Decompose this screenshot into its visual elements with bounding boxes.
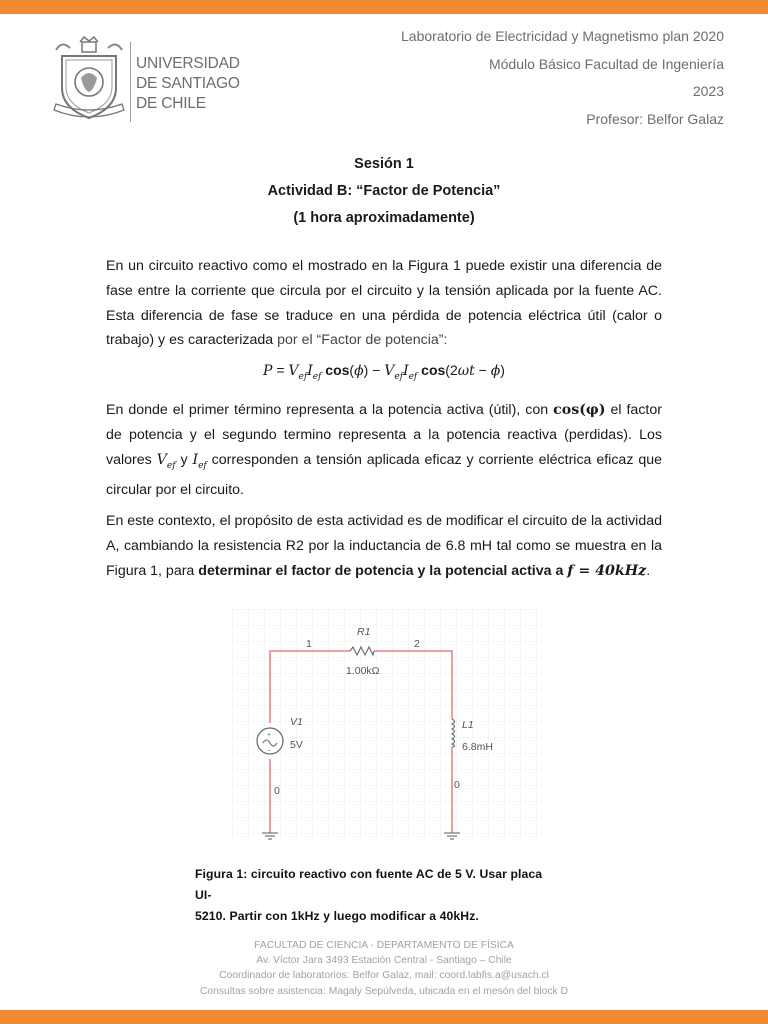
header-info <box>401 26 724 136</box>
l1-name-label: L1 <box>462 719 474 731</box>
purpose-text: En este contexto, el propósito de esta actividad es de modificar el circuito de la actividad A, cambiando la resistencia R2 por la inductancia de 6.8 mH tal como se muestra en la Figura 1, para <box>106 513 662 579</box>
figure-caption <box>195 864 555 927</box>
university-name-line: DE SANTIAGO <box>136 75 240 92</box>
circuit-diagram <box>232 609 542 841</box>
university-name-line: UNIVERSIDAD <box>136 55 240 72</box>
intro-text-tail: por el “Factor de potencia”: <box>273 332 448 349</box>
cos-phi-symbol: cos(φ) <box>553 402 606 418</box>
bottom-accent-bar <box>0 1010 768 1024</box>
terms-text: y <box>175 451 193 468</box>
terms-text: corresponden a tensión aplicada eficaz y corriente eléctrica eficaz que circular por el circuito. <box>106 451 662 499</box>
ground-right-label: 0 <box>454 779 460 791</box>
ief-symbol: $I_{ef}$ <box>192 451 207 471</box>
node-2-label: 2 <box>414 638 420 650</box>
frequency-symbol: f = 40kHz <box>567 562 647 579</box>
top-accent-bar <box>0 0 768 14</box>
document-titles <box>0 154 768 235</box>
page-footer <box>0 938 768 999</box>
caption-line: 5210. Partir con 1kHz y luego modificar a 40kHz. <box>195 909 479 923</box>
year: 2023 <box>692 83 724 99</box>
v1-value-label: 5V <box>290 739 303 751</box>
course-title: Laboratorio de Electricidad y Magnetismo plan 2020 <box>401 28 724 44</box>
university-logo <box>52 34 242 126</box>
purpose-bold: determinar el factor de potencia y la potencial activa a <box>198 562 568 579</box>
l1-value-label: 6.8mH <box>462 741 493 753</box>
duration-title: (1 hora aproximadamente) <box>293 210 475 226</box>
session-title: Sesión 1 <box>354 156 414 172</box>
terms-paragraph <box>106 398 662 503</box>
caption-line: Figura 1: circuito reactivo con fuente AC de 5 V. Usar placa UI- <box>195 867 543 902</box>
module-name: Módulo Básico Facultad de Ingeniería <box>488 55 724 72</box>
svg-text:+: + <box>267 732 272 739</box>
r1-value-label: 1.00kΩ <box>346 665 380 677</box>
university-name-line: DE CHILE <box>136 95 206 112</box>
vef-symbol: $V_{ef}$ <box>156 451 176 471</box>
purpose-paragraph <box>106 509 662 583</box>
activity-title: Actividad B: “Factor de Potencia” <box>267 183 501 199</box>
university-name <box>136 54 240 114</box>
svg-text:−: − <box>267 748 272 755</box>
professor: Profesor: Belfor Galaz <box>586 110 724 127</box>
intro-paragraph <box>106 254 662 353</box>
logo-divider <box>130 42 131 122</box>
v1-name-label: V1 <box>290 716 303 728</box>
voltage-source-v1 <box>257 728 283 755</box>
ground-left-label: 0 <box>274 785 280 797</box>
grid-background <box>232 609 542 841</box>
intro-text: En un circuito reactivo como el mostrado en la Figura 1 puede existir una diferencia de fase entre la corriente que circula por el circuito y la tensión aplicada por la fuente AC. Esta diferencia de fase se traduce en una pérdida de potencia eléctrica útil (calor o trabajo) y es caracterizada <box>106 258 662 349</box>
terms-text: En donde el primer término representa a la potencia activa (útil), con <box>106 402 554 418</box>
purpose-end: . <box>646 562 651 579</box>
terms-text: el factor de potencia y el segundo termino representa a la potencia reactiva (perdidas). Los valores <box>106 402 662 468</box>
university-crest-icon <box>52 34 126 122</box>
footer-faculty: FACULTAD DE CIENCIA - DEPARTAMENTO DE FÍSICA <box>254 940 514 951</box>
footer-coordinator: Coordinador de laboratorios: Belfor Galaz, mail: coord.labfis.a@usach.cl <box>219 970 549 982</box>
r1-name-label: R1 <box>357 626 371 638</box>
footer-address: Av. Víctor Jara 3493 Estación Central - Santiago – Chile <box>256 955 512 967</box>
power-equation: $P = V_{ef}I_{ef}$ $\cos(\phi) - V_{ef}I_{ef}$ cos(2ωt − ϕ) <box>263 362 505 382</box>
node-1-label: 1 <box>306 638 312 650</box>
footer-attendance: Consultas sobre asistencia: Magaly Sepúlveda, ubicada en el mesón del block D <box>199 985 569 997</box>
